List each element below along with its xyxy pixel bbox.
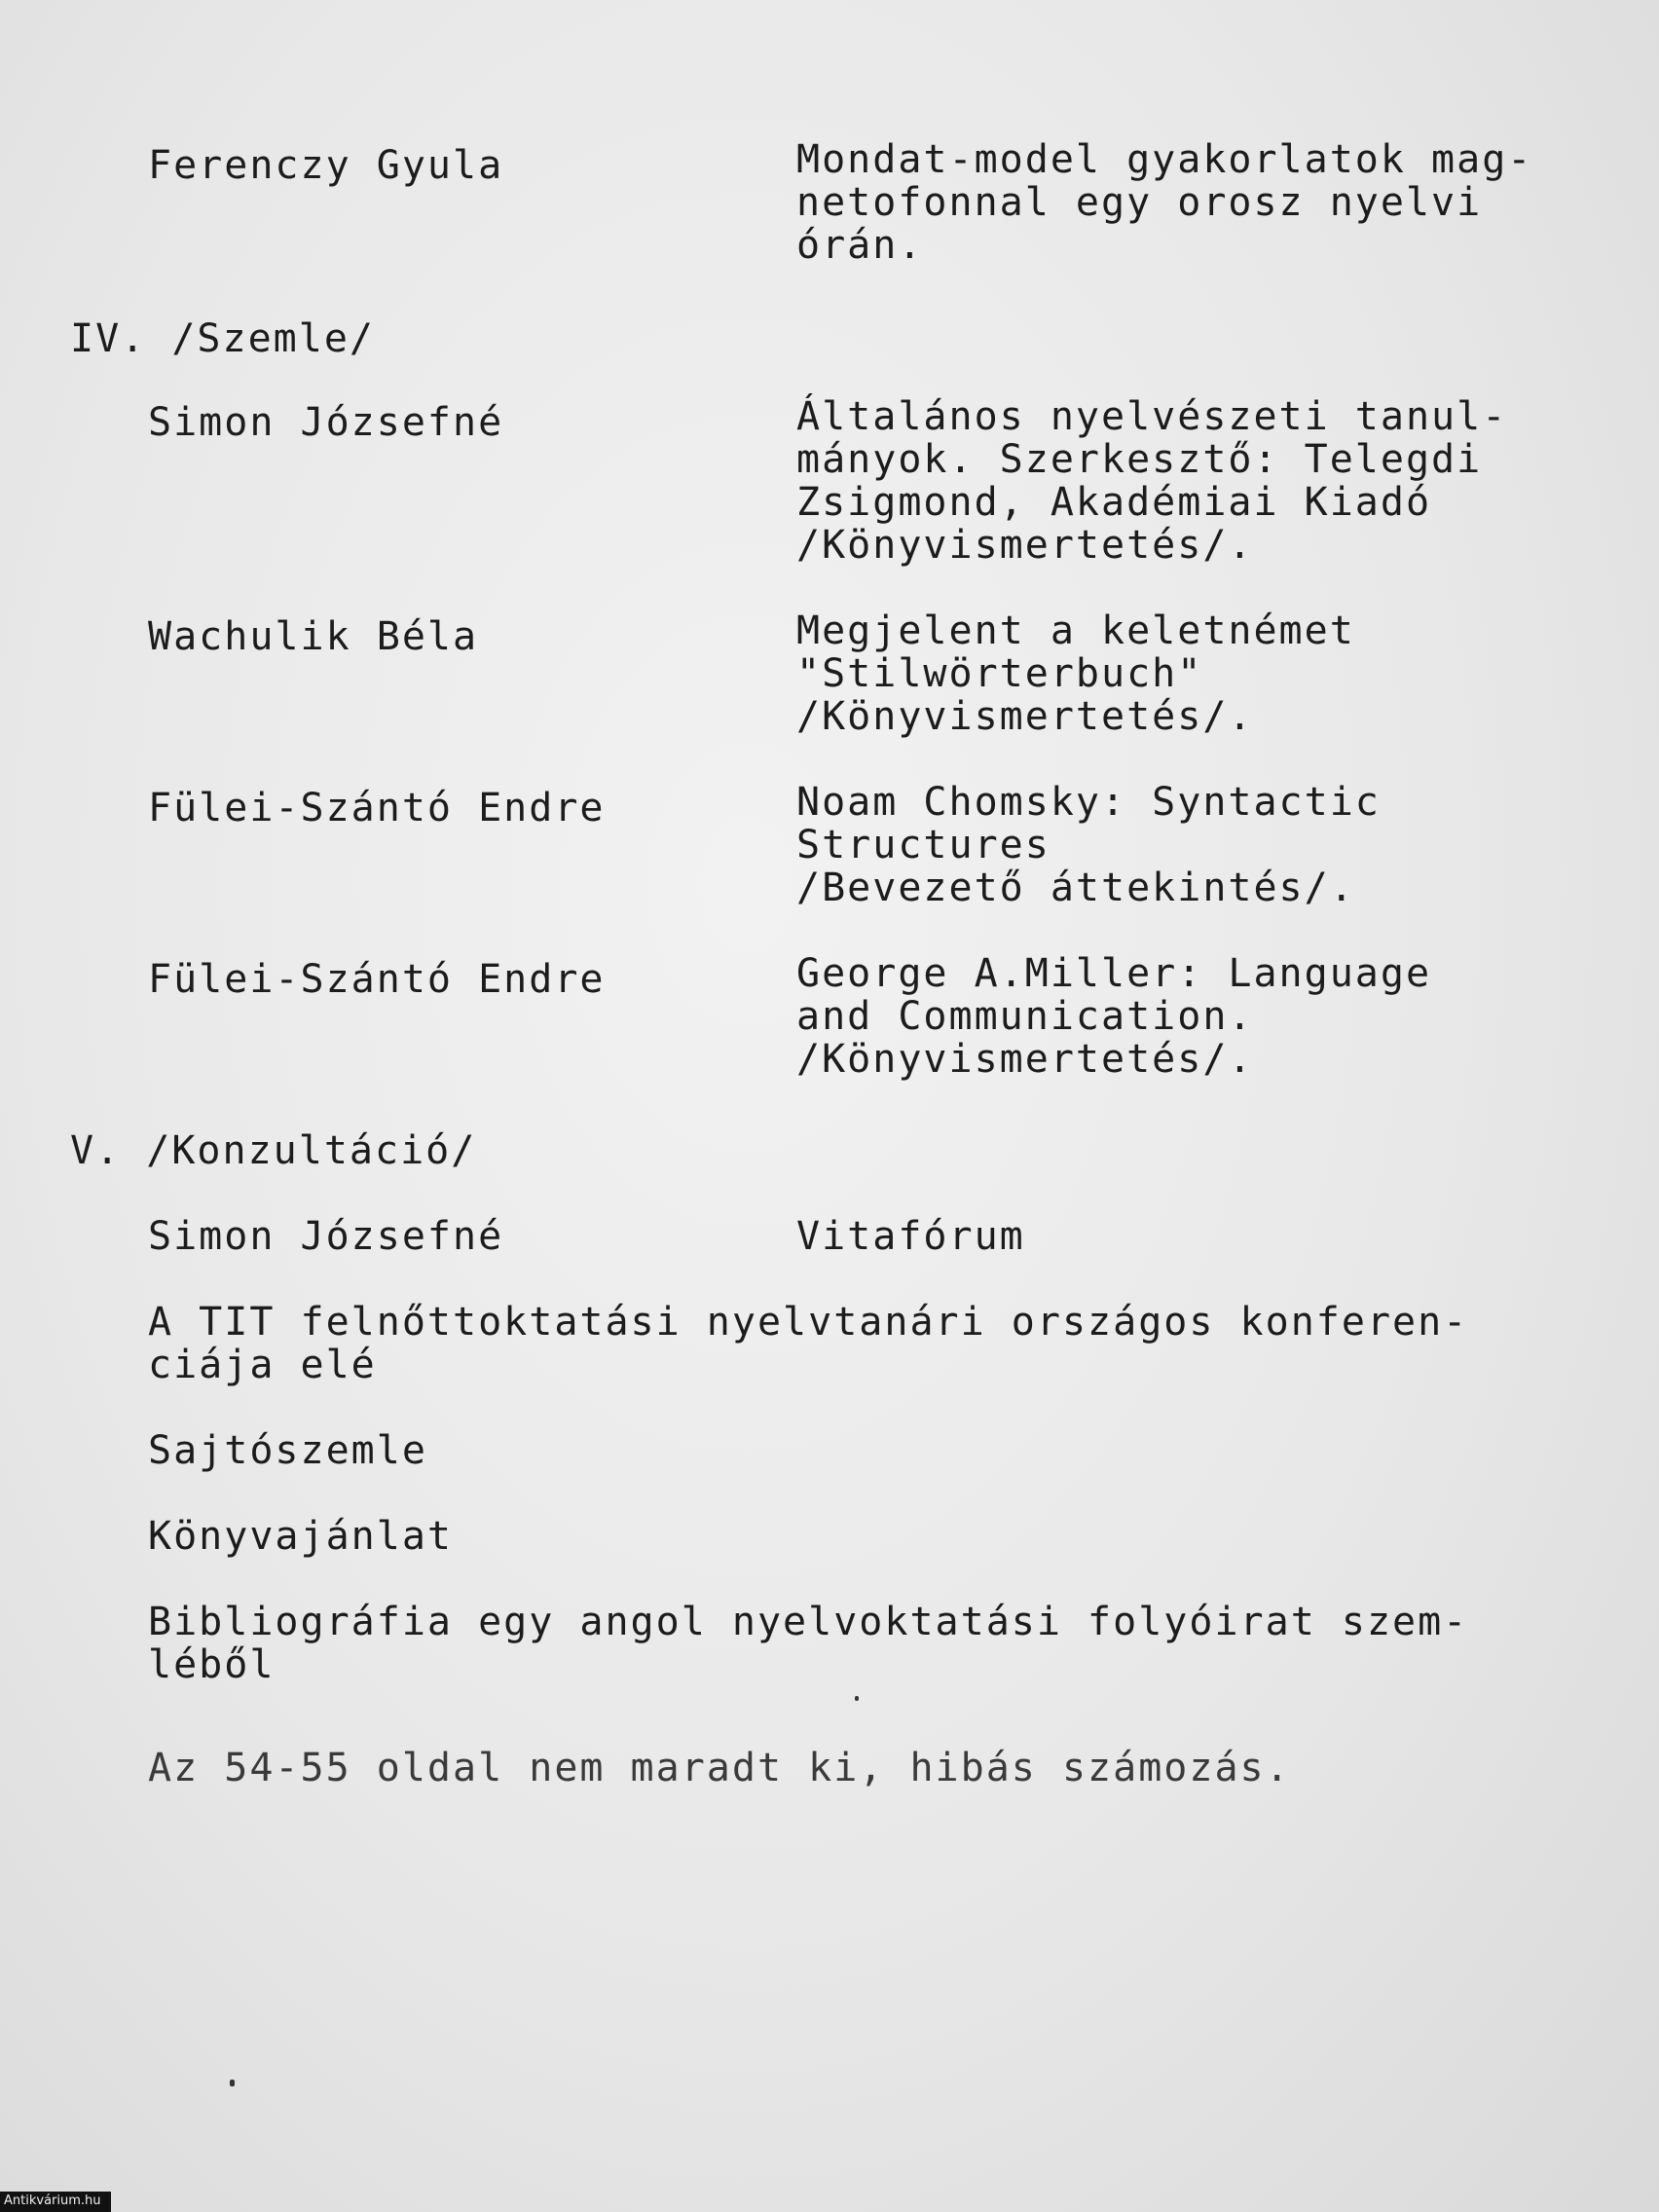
- title-line: and Communication.: [796, 994, 1254, 1039]
- paper-speck: [230, 2080, 235, 2086]
- section-heading-iv: IV. /Szemle/: [70, 316, 375, 361]
- title-line: mányok. Szerkesztő: Telegdi: [796, 437, 1483, 482]
- title-line: /Könyvismertetés/.: [796, 1037, 1254, 1082]
- author-ferenczy: Ferenczy Gyula: [148, 143, 504, 188]
- title-vitaforum: Vitafórum: [796, 1214, 1025, 1259]
- item-line: A TIT felnőttoktatási nyelvtanári országos konferen-: [148, 1300, 1469, 1345]
- item-line: Bibliográfia egy angol nyelvoktatási folyóirat szem-: [148, 1600, 1469, 1644]
- title-line: Megjelent a keletnémet: [796, 608, 1355, 653]
- title-line: /Könyvismertetés/.: [796, 523, 1254, 568]
- item-line: Sajtószemle: [148, 1428, 427, 1473]
- title-line: George A.Miller: Language: [796, 951, 1432, 996]
- title-line: Structures: [796, 823, 1051, 867]
- title-line: órán.: [796, 223, 924, 268]
- author-simon-v: Simon Józsefné: [148, 1214, 504, 1259]
- item-line: Könyvajánlat: [148, 1514, 453, 1559]
- paper-speck: [855, 1696, 859, 1701]
- page-numbering-note: Az 54-55 oldal nem maradt ki, hibás számozás.: [148, 1746, 1291, 1790]
- title-line: Noam Chomsky: Syntactic: [796, 780, 1381, 825]
- title-line: Zsigmond, Akadémiai Kiadó: [796, 480, 1432, 525]
- item-line: léből: [148, 1642, 276, 1687]
- title-line: /Bevezető áttekintés/.: [796, 866, 1355, 910]
- title-line: /Könyvismertetés/.: [796, 694, 1254, 739]
- title-line: Általános nyelvészeti tanul-: [796, 394, 1508, 439]
- author-wachulik: Wachulik Béla: [148, 614, 479, 659]
- title-line: Mondat-model gyakorlatok mag-: [796, 137, 1533, 182]
- title-line: "Stilwörterbuch": [796, 651, 1203, 696]
- section-heading-v: V. /Konzultáció/: [70, 1128, 477, 1173]
- item-line: ciája elé: [148, 1343, 377, 1387]
- author-simon: Simon Józsefné: [148, 400, 504, 445]
- title-line: netofonnal egy orosz nyelvi: [796, 180, 1483, 225]
- author-fulei-1: Fülei-Szántó Endre: [148, 786, 606, 830]
- watermark: Antikvárium.hu: [0, 2192, 111, 2212]
- author-fulei-2: Fülei-Szántó Endre: [148, 957, 606, 1002]
